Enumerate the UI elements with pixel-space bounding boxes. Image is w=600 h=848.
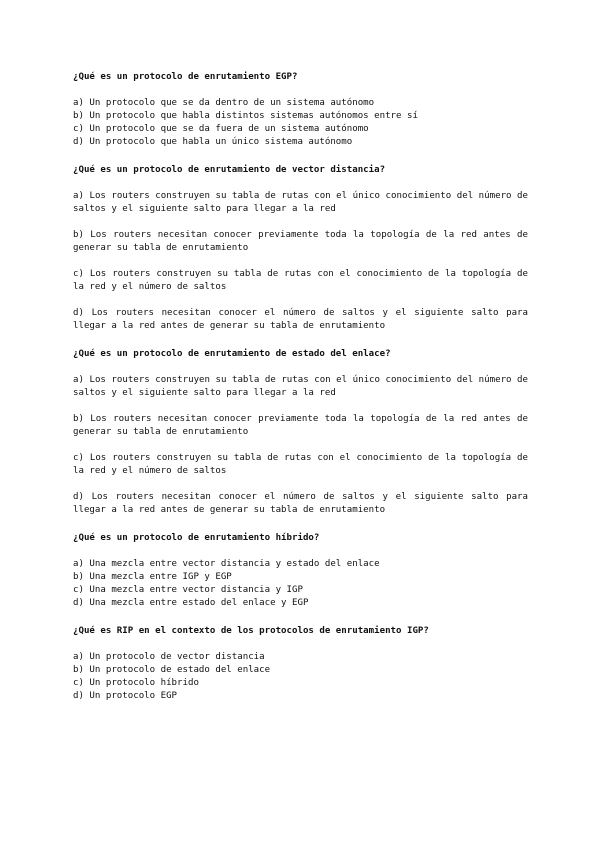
answer-option-b: b) Un protocolo que habla distintos sistemas autónomos entre sí bbox=[73, 111, 418, 121]
answer-option-a: a) Los routers construyen su tabla de rutas con el único conocimiento del número de saltos y el siguiente salto para llegar a la red bbox=[73, 375, 528, 398]
answer-option-d: d) Un protocolo EGP bbox=[73, 691, 178, 701]
answer-option-b: b) Un protocolo de estado del enlace bbox=[73, 665, 271, 675]
answer-option-b: b) Los routers necesitan conocer previamente toda la topología de la red antes de generar su tabla de enrutamiento bbox=[73, 414, 528, 437]
answer-option-a: a) Un protocolo que se da dentro de un sistema autónomo bbox=[73, 98, 375, 108]
answer-option-d: d) Los routers necesitan conocer el número de saltos y el siguiente salto para llegar a la red antes de generar su tabla de enrutamiento bbox=[73, 492, 528, 515]
question-title: ¿Qué es un protocolo de enrutamiento de estado del enlace? bbox=[73, 349, 391, 359]
answer-option-a: a) Una mezcla entre vector distancia y estado del enlace bbox=[73, 559, 380, 569]
answer-option-d: d) Un protocolo que habla un único sistema autónomo bbox=[73, 137, 353, 147]
answer-option-b: b) Una mezcla entre IGP y EGP bbox=[73, 572, 232, 582]
answer-option-a: a) Un protocolo de vector distancia bbox=[73, 652, 265, 662]
question-title: ¿Qué es un protocolo de enrutamiento híbrido? bbox=[73, 533, 320, 543]
question-2 bbox=[73, 164, 528, 333]
question-title: ¿Qué es un protocolo de enrutamiento EGP? bbox=[73, 72, 298, 82]
question-3 bbox=[73, 348, 528, 517]
question-title: ¿Qué es un protocolo de enrutamiento de vector distancia? bbox=[73, 165, 386, 175]
answer-option-c: c) Los routers construyen su tabla de rutas con el conocimiento de la topología de la red y el número de saltos bbox=[73, 269, 528, 292]
question-5 bbox=[73, 625, 528, 703]
question-1 bbox=[73, 71, 528, 149]
answer-option-c: c) Un protocolo híbrido bbox=[73, 678, 199, 688]
question-title: ¿Qué es RIP en el contexto de los protocolos de enrutamiento IGP? bbox=[73, 626, 429, 636]
answer-option-d: d) Los routers necesitan conocer el número de saltos y el siguiente salto para llegar a la red antes de generar su tabla de enrutamiento bbox=[73, 308, 528, 331]
answer-option-c: c) Los routers construyen su tabla de rutas con el conocimiento de la topología de la red y el número de saltos bbox=[73, 453, 528, 476]
question-4 bbox=[73, 532, 528, 610]
answer-option-a: a) Los routers construyen su tabla de rutas con el único conocimiento del número de saltos y el siguiente salto para llegar a la red bbox=[73, 191, 528, 214]
answer-option-c: c) Una mezcla entre vector distancia y IGP bbox=[73, 585, 303, 595]
answer-option-b: b) Los routers necesitan conocer previamente toda la topología de la red antes de generar su tabla de enrutamiento bbox=[73, 230, 528, 253]
document-page bbox=[73, 71, 528, 703]
answer-option-c: c) Un protocolo que se da fuera de un sistema autónomo bbox=[73, 124, 369, 134]
answer-option-d: d) Una mezcla entre estado del enlace y EGP bbox=[73, 598, 309, 608]
